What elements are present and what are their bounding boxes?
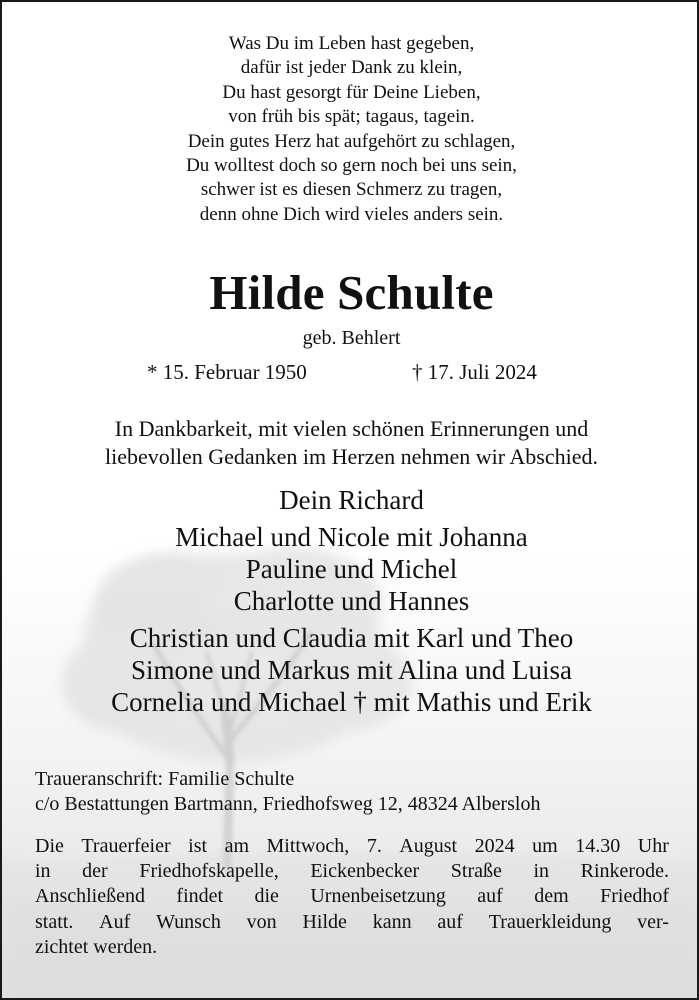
spouse: Dein Richard [279,485,424,515]
word: der [82,860,108,883]
farewell-text [2,415,699,470]
word: ver- [637,910,669,933]
poem-line: Was Du im Leben hast gegeben, [228,33,475,54]
poem-line: denn ohne Dich wird vieles anders sein. [199,203,504,225]
word: die [254,885,279,908]
word: in [35,860,51,883]
word: Wunsch [156,910,221,933]
family-member: Charlotte und Hannes [233,586,470,616]
word: Mittwoch, [266,835,350,857]
family-member: Cornelia und Michael † mit Mathis und Erik [111,687,592,717]
word: Die [35,835,64,857]
maiden-name: geb. Behlert [302,327,401,349]
mourning-address [35,767,669,817]
address-line: Traueranschrift: Familie Schulte [35,768,295,790]
address-line: c/o Bestattungen Bartmann, Friedhofsweg 12, 48324 Albersloh [35,793,541,815]
word: Straße [450,860,502,883]
funeral-line [35,884,669,909]
word: Rinkerode. [580,860,669,883]
family-member: Michael und Nicole mit Johanna [175,522,528,552]
poem-line: von früh bis spät; tagaus, tagein. [228,106,475,128]
word: auf [477,885,503,908]
family-member: Christian und Claudia mit Karl und Theo [129,623,574,653]
family-member: Simone und Markus mit Alina und Luisa [131,655,572,685]
word: 14.30 [575,835,621,857]
word: Uhr [637,835,669,857]
funeral-line [35,859,669,884]
word: Urnenbeisetzung [310,885,446,908]
funeral-line [35,834,669,859]
word: Friedhof [600,885,669,908]
funeral-line [35,935,669,960]
word: Trauerfeier [81,835,171,857]
word: am [224,835,249,857]
word: dem [534,885,569,908]
poem-line: schwer ist es diesen Schmerz zu tragen, [200,179,503,201]
word: Auf [99,910,131,933]
funeral-info [35,834,669,960]
word: statt. [35,910,74,933]
word: auf [437,910,463,933]
poem-line: Du wolltest doch so gern noch bei uns sein, [186,155,517,177]
word: zichtet werden. [35,935,158,958]
word: 2024 [474,835,515,857]
word: Anschließend [35,885,145,908]
word: Eickenbecker [310,860,420,883]
word: 7. [366,835,382,857]
family-member: Pauline und Michel [245,554,458,584]
word: von [246,910,277,933]
word: kann [372,910,412,933]
word: Hilde [302,910,347,933]
word: in [533,860,550,883]
birth-date: * 15. Februar 1950 [147,360,307,384]
death-date: † 17. Juli 2024 [412,360,537,384]
word: um [532,835,558,857]
word: Trauerkleidung [488,910,612,933]
word: ist [188,835,208,857]
deceased-name: Hilde Schulte [209,265,494,320]
farewell-line: In Dankbarkeit, mit vielen schönen Erinnerungen und [114,416,589,441]
poem-line: dafür ist jeder Dank zu klein, [240,57,463,79]
word: August [399,835,458,857]
poem-line: Dein gutes Herz hat aufgehört zu schlagen, [187,130,516,152]
funeral-line [35,910,669,935]
poem [2,32,699,227]
word: findet [176,885,224,908]
farewell-line: liebevollen Gedanken im Herzen nehmen wir Abschied. [104,443,598,469]
poem-line: Du hast gesorgt für Deine Lieben, [222,81,481,103]
family-list [2,484,699,718]
word: Friedhofskapelle, [139,860,279,883]
